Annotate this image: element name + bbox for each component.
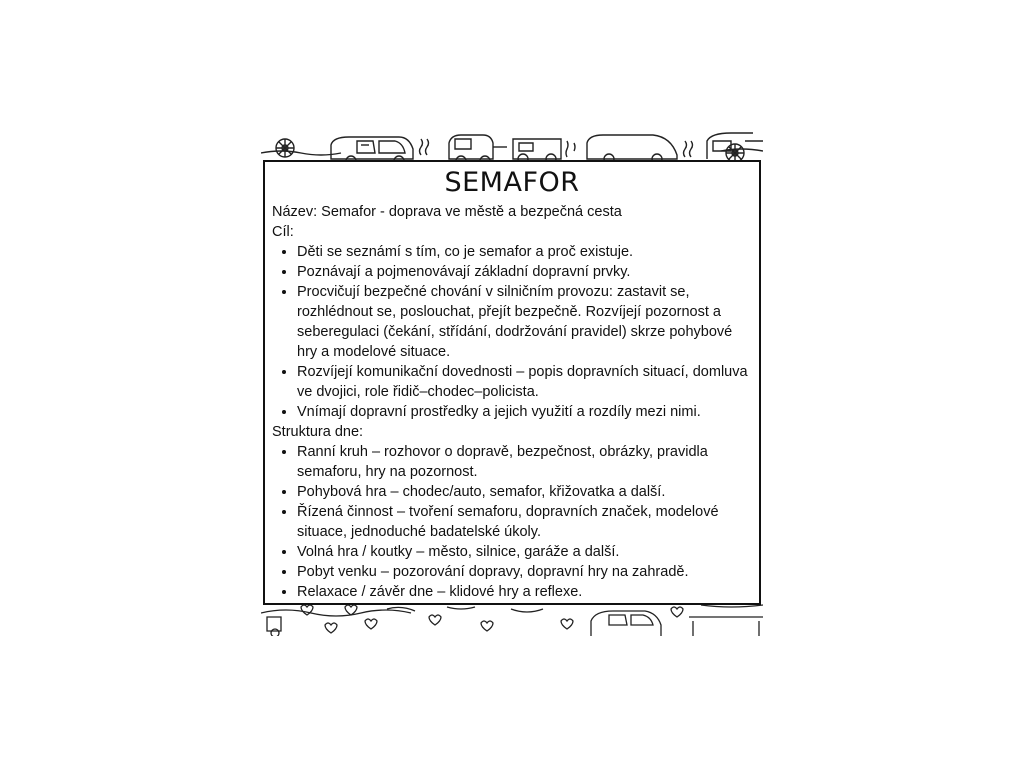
content-panel [263, 160, 761, 605]
list-item: • Řízená činnost – tvoření semaforu, dopravních značek, modelové situace, jednoduché badatelské úkoly. [297, 502, 754, 542]
semafor-card [261, 131, 763, 636]
goal-heading: Cíl: [272, 224, 294, 240]
list-item: • Volná hra / koutky – město, silnice, garáže a další. [297, 542, 754, 562]
structure-list [272, 442, 754, 602]
page-title: SEMAFOR [444, 167, 580, 198]
list-item: • Ranní kruh – rozhovor o dopravě, bezpečnost, obrázky, pravidla semaforu, hry na pozornost. [297, 442, 754, 482]
list-item: • Procvičují bezpečné chování v silničním provozu: zastavit se, rozhlédnout se, poslouchat, přejít bezpečně. Rozvíjejí pozornost a seberegulaci (čekání, střídání, dodržování pravidel) skrze pohybové hry a modelové situace. [297, 282, 754, 362]
list-item: • Rozvíjejí komunikační dovednosti – popis dopravních situací, domluva ve dvojici, role řidič–chodec–policista. [297, 362, 754, 402]
list-item: • Relaxace / závěr dne – klidové hry a reflexe. [297, 582, 754, 602]
doodle-cars-hearts-border-icon [261, 603, 763, 636]
structure-heading: Struktura dne: [272, 424, 364, 440]
list-item: • Děti se seznámí s tím, co je semafor a proč existuje. [297, 242, 754, 262]
name-line: Název: Semafor - doprava ve městě a bezpečná cesta [272, 204, 622, 220]
list-item: • Vnímají dopravní prostředky a jejich využití a rozdíly mezi nimi. [297, 402, 754, 422]
goal-list [272, 242, 754, 422]
document-body [272, 202, 754, 602]
list-item: • Pohybová hra – chodec/auto, semafor, křižovatka a další. [297, 482, 754, 502]
list-item: • Pobyt venku – pozorování dopravy, dopravní hry na zahradě. [297, 562, 754, 582]
list-item: • Poznávají a pojmenovávají základní dopravní prvky. [297, 262, 754, 282]
